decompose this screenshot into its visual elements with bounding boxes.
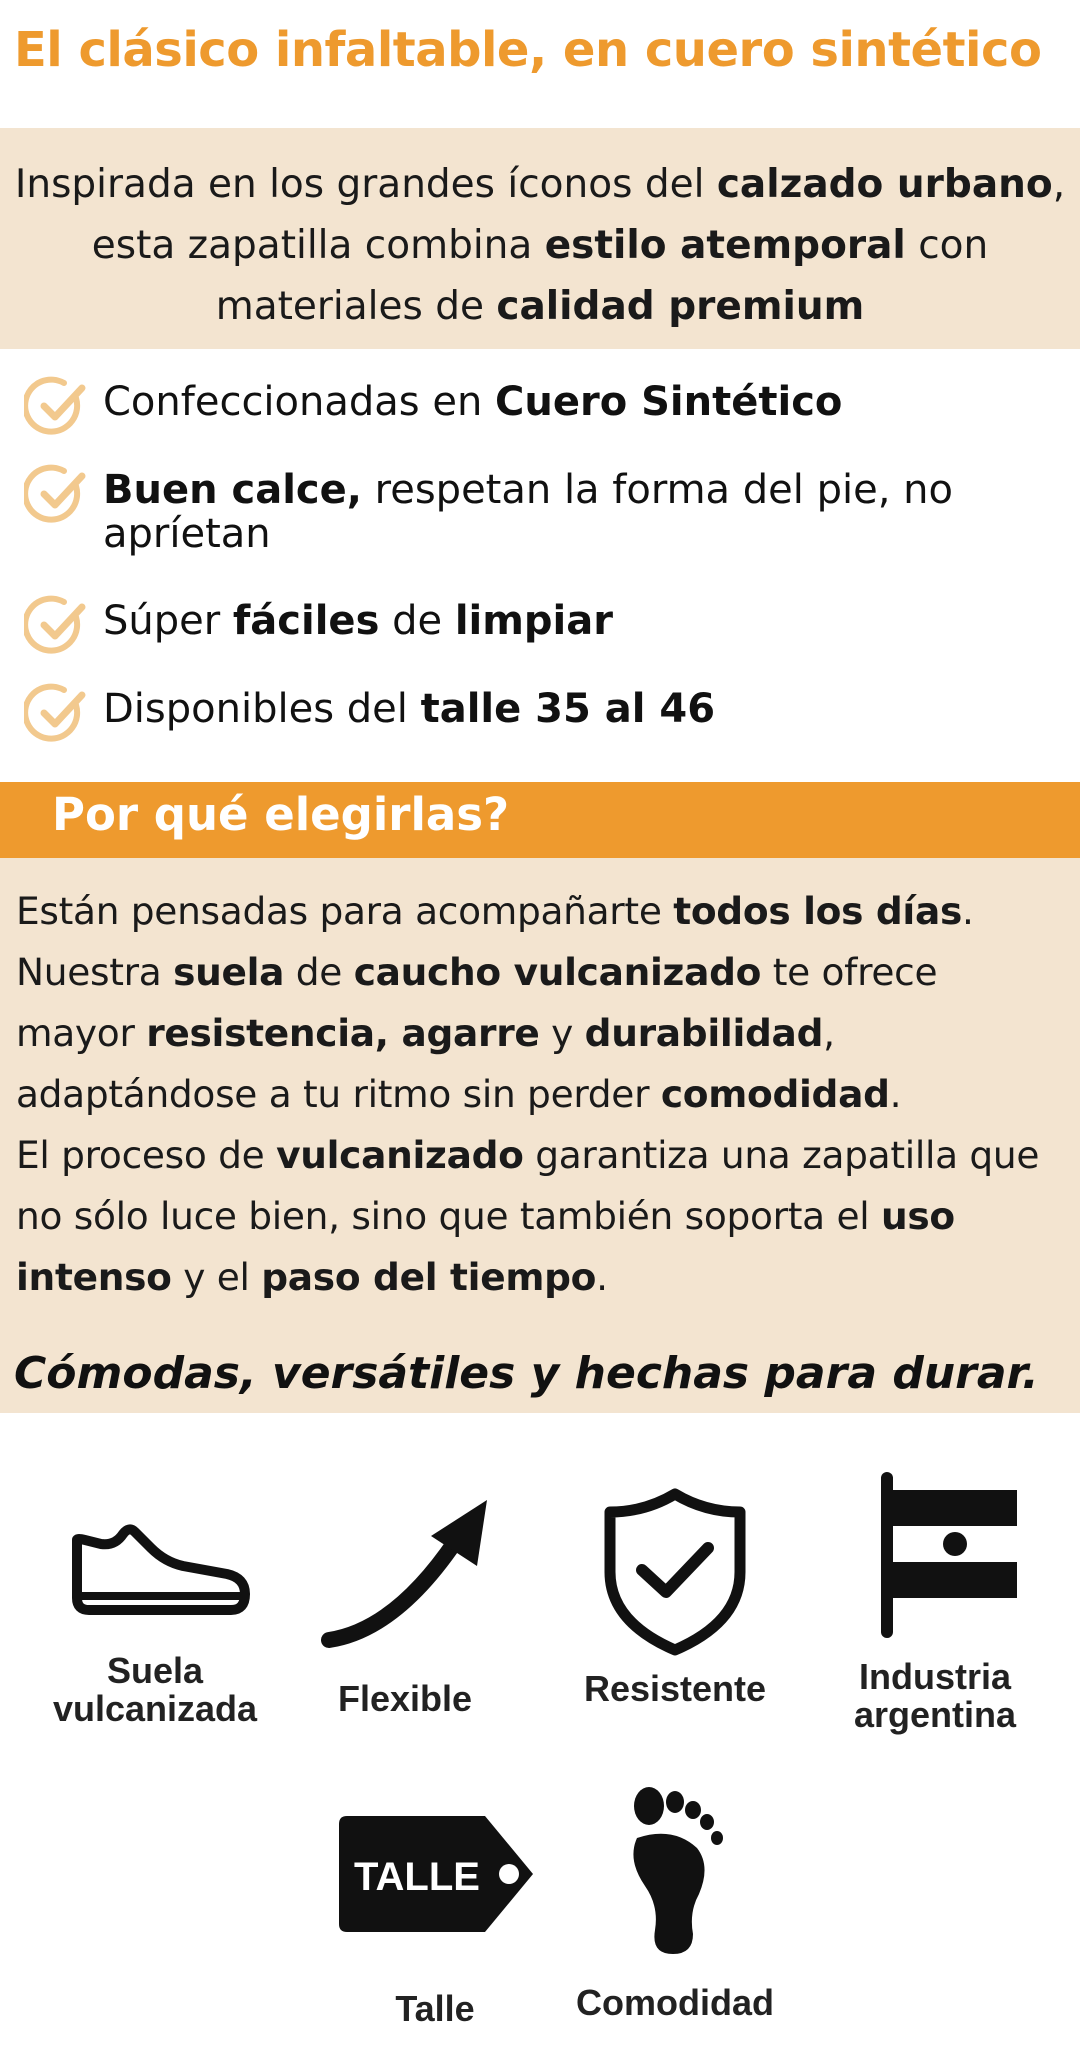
why-heading: Por qué elegirlas? — [52, 788, 510, 841]
check-circle-icon — [24, 462, 90, 528]
feature-industria: Industria argentina — [820, 1472, 1050, 1734]
arrow-icon — [305, 1492, 505, 1662]
check-circle-icon — [24, 681, 90, 747]
checklist-text: Súper fáciles de limpiar — [103, 598, 613, 644]
why-body-text: Están pensadas para acompañarte todos los días. Nuestra suela de caucho vulcanizado te ofrece mayor resistencia, agarre y durabilidad, adaptándose a tu ritmo sin perder comodidad. El proceso de vulcanizado garantiza una zapatilla que no sólo luce bien, sino que también soporta el uso intenso y el paso del tiempo. — [16, 889, 1040, 1299]
footprint-icon — [615, 1782, 735, 1958]
page-title: El clásico infaltable, en cuero sintético — [14, 22, 1042, 78]
tagline: Cómodas, versátiles y hechas para durar. — [14, 1348, 1039, 1399]
shield-check-icon — [590, 1486, 760, 1656]
feature-flexible: Flexible — [290, 1492, 520, 1718]
feature-comodidad: Comodidad — [560, 1782, 790, 2022]
checklist-text: Buen calce, respetan la forma del pie, no apríetan — [103, 467, 953, 557]
feature-talle: TALLE Talle — [330, 1810, 540, 2028]
checklist-text: Confeccionadas en Cuero Sintético — [103, 379, 843, 425]
checklist-text: Disponibles del talle 35 al 46 — [103, 686, 716, 732]
check-circle-icon — [24, 374, 90, 440]
intro-text: Inspirada en los grandes íconos del calzado urbano, esta zapatilla combina estilo atemporal con materiales de calidad premium — [14, 162, 1066, 329]
feature-resistente: Resistente — [560, 1486, 790, 1708]
feature-suela: Suela vulcanizada — [40, 1500, 270, 1728]
check-circle-icon — [24, 593, 90, 659]
argentina-flag-icon — [845, 1472, 1025, 1642]
size-tag-icon — [335, 1810, 535, 1946]
svg-text:TALLE: TALLE — [354, 1855, 480, 1899]
shoe-icon — [55, 1500, 255, 1640]
